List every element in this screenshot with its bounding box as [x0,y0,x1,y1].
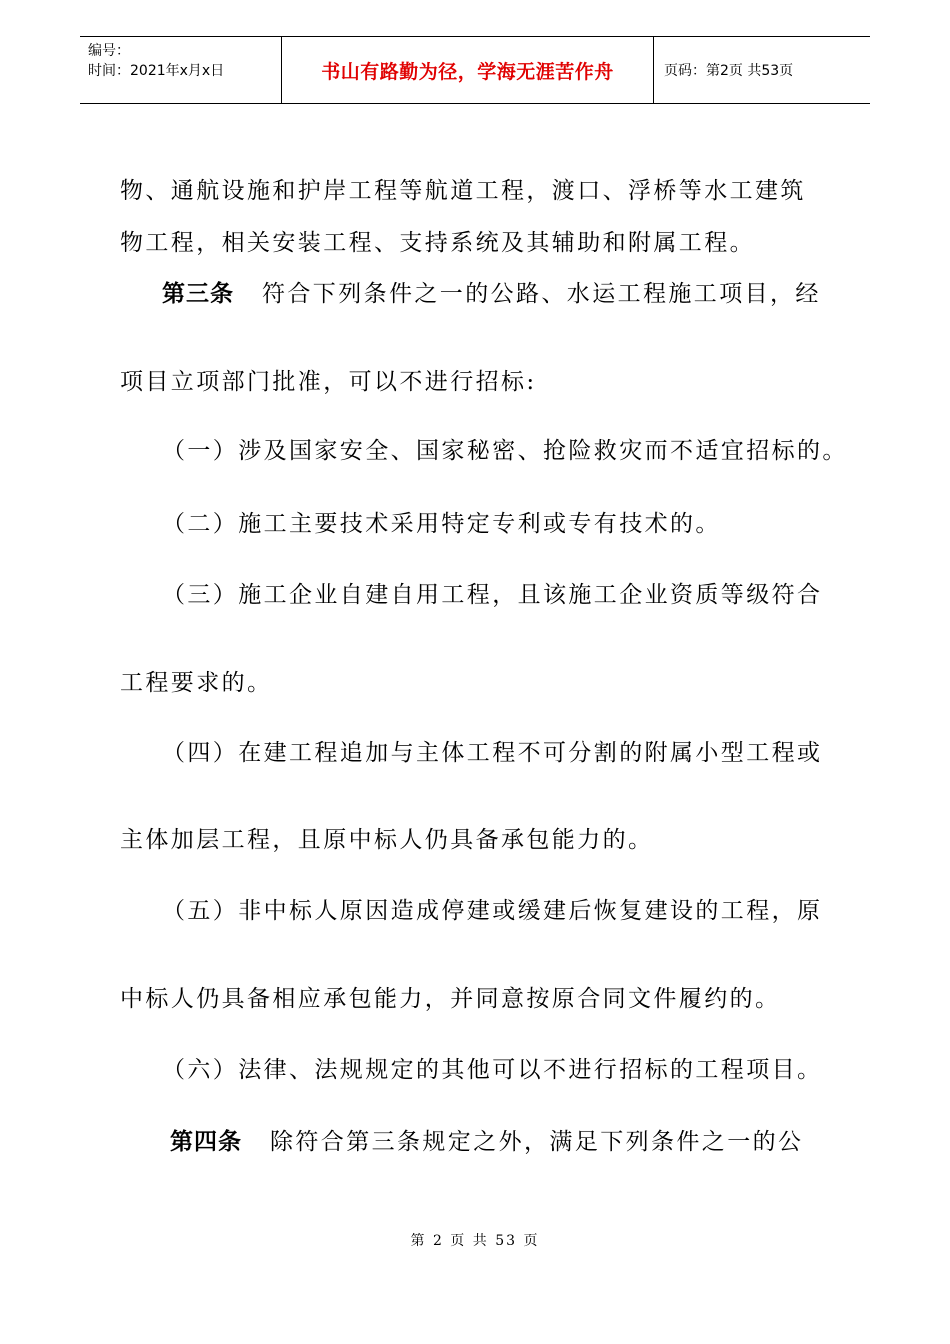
text-line: 物、通航设施和护岸工程等航道工程，渡口、浮桥等水工建筑 [120,178,806,204]
header-page-info: 页码：第2页 共53页 [664,63,794,79]
list-item: （三）施工企业自建自用工程，且该施工企业资质等级符合 [162,582,823,608]
article-3-text: 符合下列条件之一的公路、水运工程施工项目，经 [262,281,821,307]
article-4-heading: 第四条 [170,1129,242,1155]
list-item: （二）施工主要技术采用特定专利或专有技术的。 [162,511,721,537]
page-header [80,36,870,104]
time-label: 时间：2021年x月x日 [88,63,225,79]
list-item: （四）在建工程追加与主体工程不可分割的附属小型工程或 [162,740,823,766]
list-item: （一）涉及国家安全、国家秘密、抢险救灾而不适宜招标的。 [162,438,848,464]
code-label: 编号： [88,43,130,59]
list-item: （六）法律、法规规定的其他可以不进行招标的工程项目。 [162,1057,823,1083]
text-line: 中标人仍具备相应承包能力，并同意按原合同文件履约的。 [120,986,781,1012]
article-4-text: 除符合第三条规定之外，满足下列条件之一的公 [270,1129,804,1155]
text-line: 项目立项部门批准，可以不进行招标: [120,369,537,395]
header-meta [80,37,282,103]
list-item: （五）非中标人原因造成停建或缓建后恢复建设的工程，原 [162,898,823,924]
article-4 [170,1123,890,1156]
header-motto: 书山有路勤为径，学海无涯苦作舟 [282,37,654,103]
text-line: 主体加层工程，且原中标人仍具备承包能力的。 [120,827,654,853]
text-line: 工程要求的。 [120,670,273,696]
text-line: 物工程，相关安装工程、支持系统及其辅助和附属工程。 [120,230,755,256]
article-3-heading: 第三条 [162,281,234,307]
article-3 [162,275,882,308]
page-footer: 第 2 页 共 53 页 [410,1233,540,1249]
